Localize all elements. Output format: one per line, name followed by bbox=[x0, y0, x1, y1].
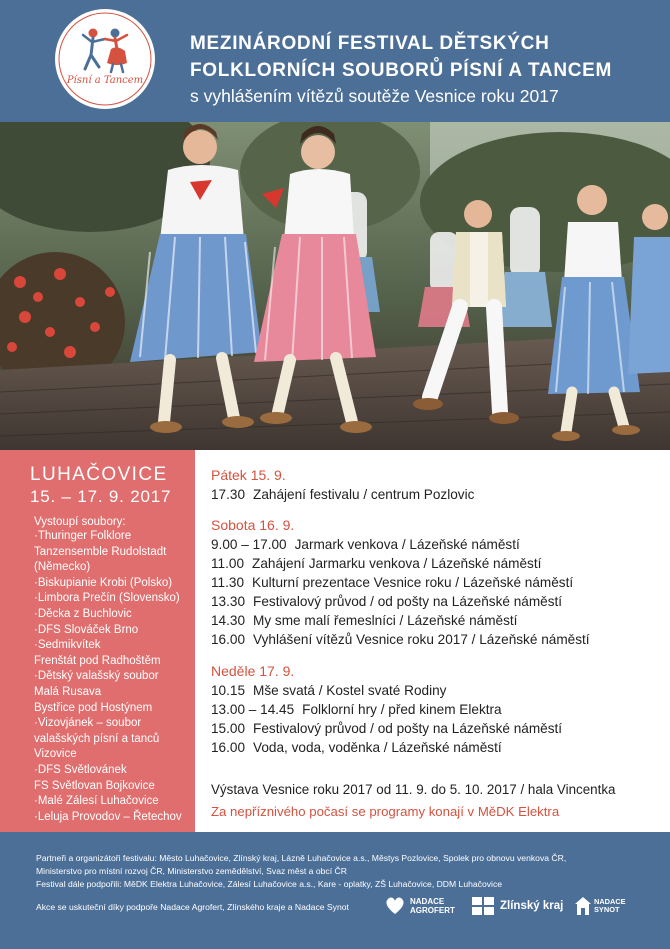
event-time: 11.00 bbox=[211, 556, 245, 571]
event-text: Jarmark venkova / Lázeňské náměstí bbox=[294, 537, 520, 552]
partners-line-2: Ministerstvo pro místní rozvoj ČR, Ministerstvo zemědělství, Svaz měst a obcí ČR bbox=[36, 865, 347, 876]
event-time: 10.15 bbox=[211, 683, 246, 698]
folk-dancing-children-photo-icon bbox=[0, 122, 670, 450]
event-text: Vyhlášení vítězů Vesnice roku 2017 / Lázeňské náměstí bbox=[253, 632, 590, 647]
performers-list bbox=[34, 529, 194, 825]
event-row bbox=[211, 574, 573, 592]
performer-item: · Dětský valašský soubor Malá Rusava Bystřice pod Hostýnem bbox=[34, 669, 194, 716]
event-time: 15.00 bbox=[211, 721, 246, 736]
event-row bbox=[211, 555, 541, 573]
event-text: My sme malí řemeslníci / Lázeňské náměstí bbox=[253, 613, 518, 628]
performer-item: · Děcka z Buchlovic bbox=[34, 607, 194, 623]
performer-item: · DFS Slováček Brno bbox=[34, 623, 194, 639]
performer-item: · Thuringer Folklore Tanzensemble Rudolstadt (Německo) bbox=[34, 529, 194, 576]
sponsor-agrofert-line1: NADACE bbox=[410, 897, 445, 906]
event-text: Folklorní hry / před kinem Elektra bbox=[302, 702, 502, 717]
event-row bbox=[211, 701, 502, 719]
dancers-logo-icon bbox=[55, 9, 155, 109]
event-text: Zahájení festivalu / centrum Pozlovic bbox=[253, 487, 475, 502]
title-line-3: s vyhlášením vítězů soutěže Vesnice roku 2017 bbox=[190, 86, 559, 106]
event-row bbox=[211, 486, 474, 504]
sponsor-synot-text bbox=[594, 898, 626, 914]
event-time: 11.30 bbox=[211, 575, 245, 590]
event-time: 9.00 – 17.00 bbox=[211, 537, 287, 552]
event-row bbox=[211, 536, 520, 554]
sponsor-synot bbox=[574, 894, 626, 918]
performer-item: · Vizovjánek – soubor valašských písní a tanců Vizovice bbox=[34, 716, 194, 763]
event-row bbox=[211, 739, 502, 757]
event-time: 13.00 – 14.45 bbox=[211, 702, 295, 717]
event-text: Voda, voda, voděnka / Lázeňské náměstí bbox=[253, 740, 502, 755]
agrofert-heart-icon bbox=[384, 896, 406, 916]
title-line-2: FOLKLORNÍCH SOUBORŮ PÍSNÍ A TANCEM bbox=[190, 60, 613, 81]
sponsor-agrofert bbox=[384, 894, 455, 918]
sponsor-synot-line2: SYNOT bbox=[594, 905, 620, 914]
performer-item: · Malé Zálesí Luhačovice bbox=[34, 794, 194, 810]
event-text: Kulturní prezentace Vesnice roku / Lázeňské náměstí bbox=[252, 575, 574, 590]
sponsor-zlinsky-kraj bbox=[472, 894, 563, 918]
supporters-line: Festival dále podpořili: MěDK Elektra Luhačovice, Zálesí Luhačovice a.s., Kare - oplatky, ZŠ Luhačovice, DDM Luhačovice bbox=[36, 878, 503, 889]
folk-dance-photo bbox=[0, 122, 670, 450]
event-text: Festivalový průvod / od pošty na Lázeňské náměstí bbox=[253, 721, 563, 736]
info-panel bbox=[0, 450, 195, 832]
performer-item: · Biskupianie Krobi (Polsko) bbox=[34, 576, 194, 592]
event-row bbox=[211, 631, 590, 649]
header-banner bbox=[0, 0, 670, 122]
performer-item: · Limbora Prečín (Slovensko) bbox=[34, 591, 194, 607]
event-time: 14.30 bbox=[211, 613, 246, 628]
event-text: Festivalový průvod / od pošty na Lázeňské náměstí bbox=[253, 594, 563, 609]
title-line-1: MEZINÁRODNÍ FESTIVAL DĚTSKÝCH bbox=[190, 33, 550, 54]
logo-text: Písní a Tancem bbox=[66, 75, 144, 86]
sponsor-synot-line1: NADACE bbox=[594, 897, 626, 906]
event-row bbox=[211, 682, 446, 700]
day-title-sunday: Neděle 17. 9. bbox=[211, 663, 295, 679]
partners-line-1: Partneři a organizátoři festivalu: Město Luhačovice, Zlínský kraj, Lázně Luhačovice a.s., Městys Pozlovice, Spolek pro obnovu venkova ČR, bbox=[36, 853, 567, 863]
event-row bbox=[211, 593, 562, 611]
performer-item: · Leluja Provodov – Řetechov bbox=[34, 810, 194, 826]
event-row bbox=[211, 720, 562, 738]
event-time: 17.30 bbox=[211, 487, 246, 502]
sponsor-agrofert-line2: AGROFERT bbox=[410, 906, 455, 915]
weather-note: Za nepříznivého počasí se programy konají v MěDK Elektra bbox=[211, 804, 560, 819]
program-schedule bbox=[195, 450, 670, 832]
sponsor-agrofert-text bbox=[410, 897, 455, 915]
zlinsky-kraj-logo-icon bbox=[472, 897, 496, 915]
festival-title bbox=[190, 30, 612, 108]
performers-heading: Vystoupí soubory: bbox=[34, 516, 126, 528]
festival-dates: 15. – 17. 9. 2017 bbox=[30, 487, 172, 506]
event-row bbox=[211, 612, 517, 630]
festival-logo bbox=[55, 9, 155, 109]
partners-text bbox=[36, 852, 636, 890]
performer-item: · DFS Světlovánek FS Světlovan Bojkovice bbox=[34, 763, 194, 794]
performer-item: · Sedmikvítek Frenštát pod Radhoštěm bbox=[34, 638, 194, 669]
event-text: Zahájení Jarmarku venkova / Lázeňské náměstí bbox=[252, 556, 542, 571]
sponsor-zlinsky-kraj-text: Zlínský kraj bbox=[500, 900, 564, 912]
thanks-line: Akce se uskuteční díky podpoře Nadace Agrofert, Zlínského kraje a Nadace Synot bbox=[36, 902, 349, 912]
event-time: 16.00 bbox=[211, 740, 246, 755]
event-text: Mše svatá / Kostel svaté Rodiny bbox=[253, 683, 447, 698]
city-name: LUHAČOVICE bbox=[30, 464, 168, 485]
event-time: 16.00 bbox=[211, 632, 246, 647]
day-title-friday: Pátek 15. 9. bbox=[211, 467, 286, 483]
footer-banner bbox=[0, 832, 670, 949]
day-title-saturday: Sobota 16. 9. bbox=[211, 517, 295, 533]
synot-house-icon bbox=[574, 896, 592, 916]
exhibition-note: Výstava Vesnice roku 2017 od 11. 9. do 5. 10. 2017 / hala Vincentka bbox=[211, 782, 616, 797]
event-time: 13.30 bbox=[211, 594, 246, 609]
